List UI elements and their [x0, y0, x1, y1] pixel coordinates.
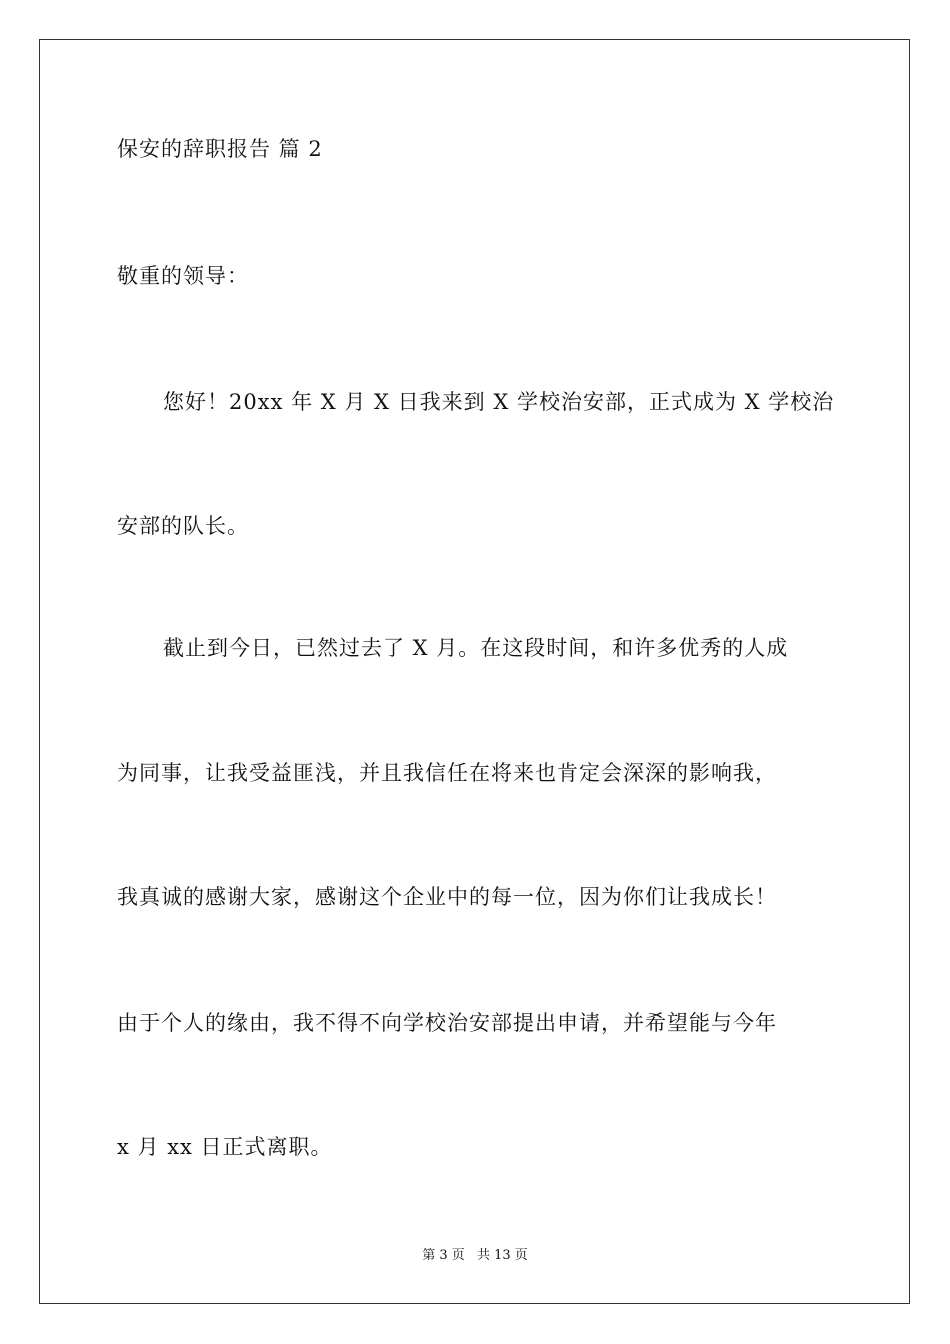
body-line-6: 由于个人的缘由，我不得不向学校治安部提出申请，并希望能与今年 — [117, 1011, 777, 1035]
body-line-1: 您好！20xx 年 X 月 X 日我来到 X 学校治安部，正式成为 X 学校治 — [163, 390, 835, 414]
page-total: 共 13 页 — [476, 1248, 528, 1263]
document-title: 保安的辞职报告 篇 2 — [117, 137, 323, 161]
page-border — [39, 39, 910, 1304]
page-number: 第 3 页 — [422, 1248, 465, 1263]
salutation: 敬重的领导： — [117, 264, 249, 288]
page-footer — [0, 1248, 950, 1264]
body-line-2: 安部的队长。 — [117, 514, 249, 538]
body-line-7: x 月 xx 日正式离职。 — [117, 1135, 333, 1159]
body-line-3: 截止到今日，已然过去了 X 月。在这段时间，和许多优秀的人成 — [163, 636, 789, 660]
body-line-5: 我真诚的感谢大家，感谢这个企业中的每一位，因为你们让我成长！ — [117, 885, 777, 909]
body-line-4: 为同事，让我受益匪浅，并且我信任在将来也肯定会深深的影响我， — [117, 761, 777, 785]
